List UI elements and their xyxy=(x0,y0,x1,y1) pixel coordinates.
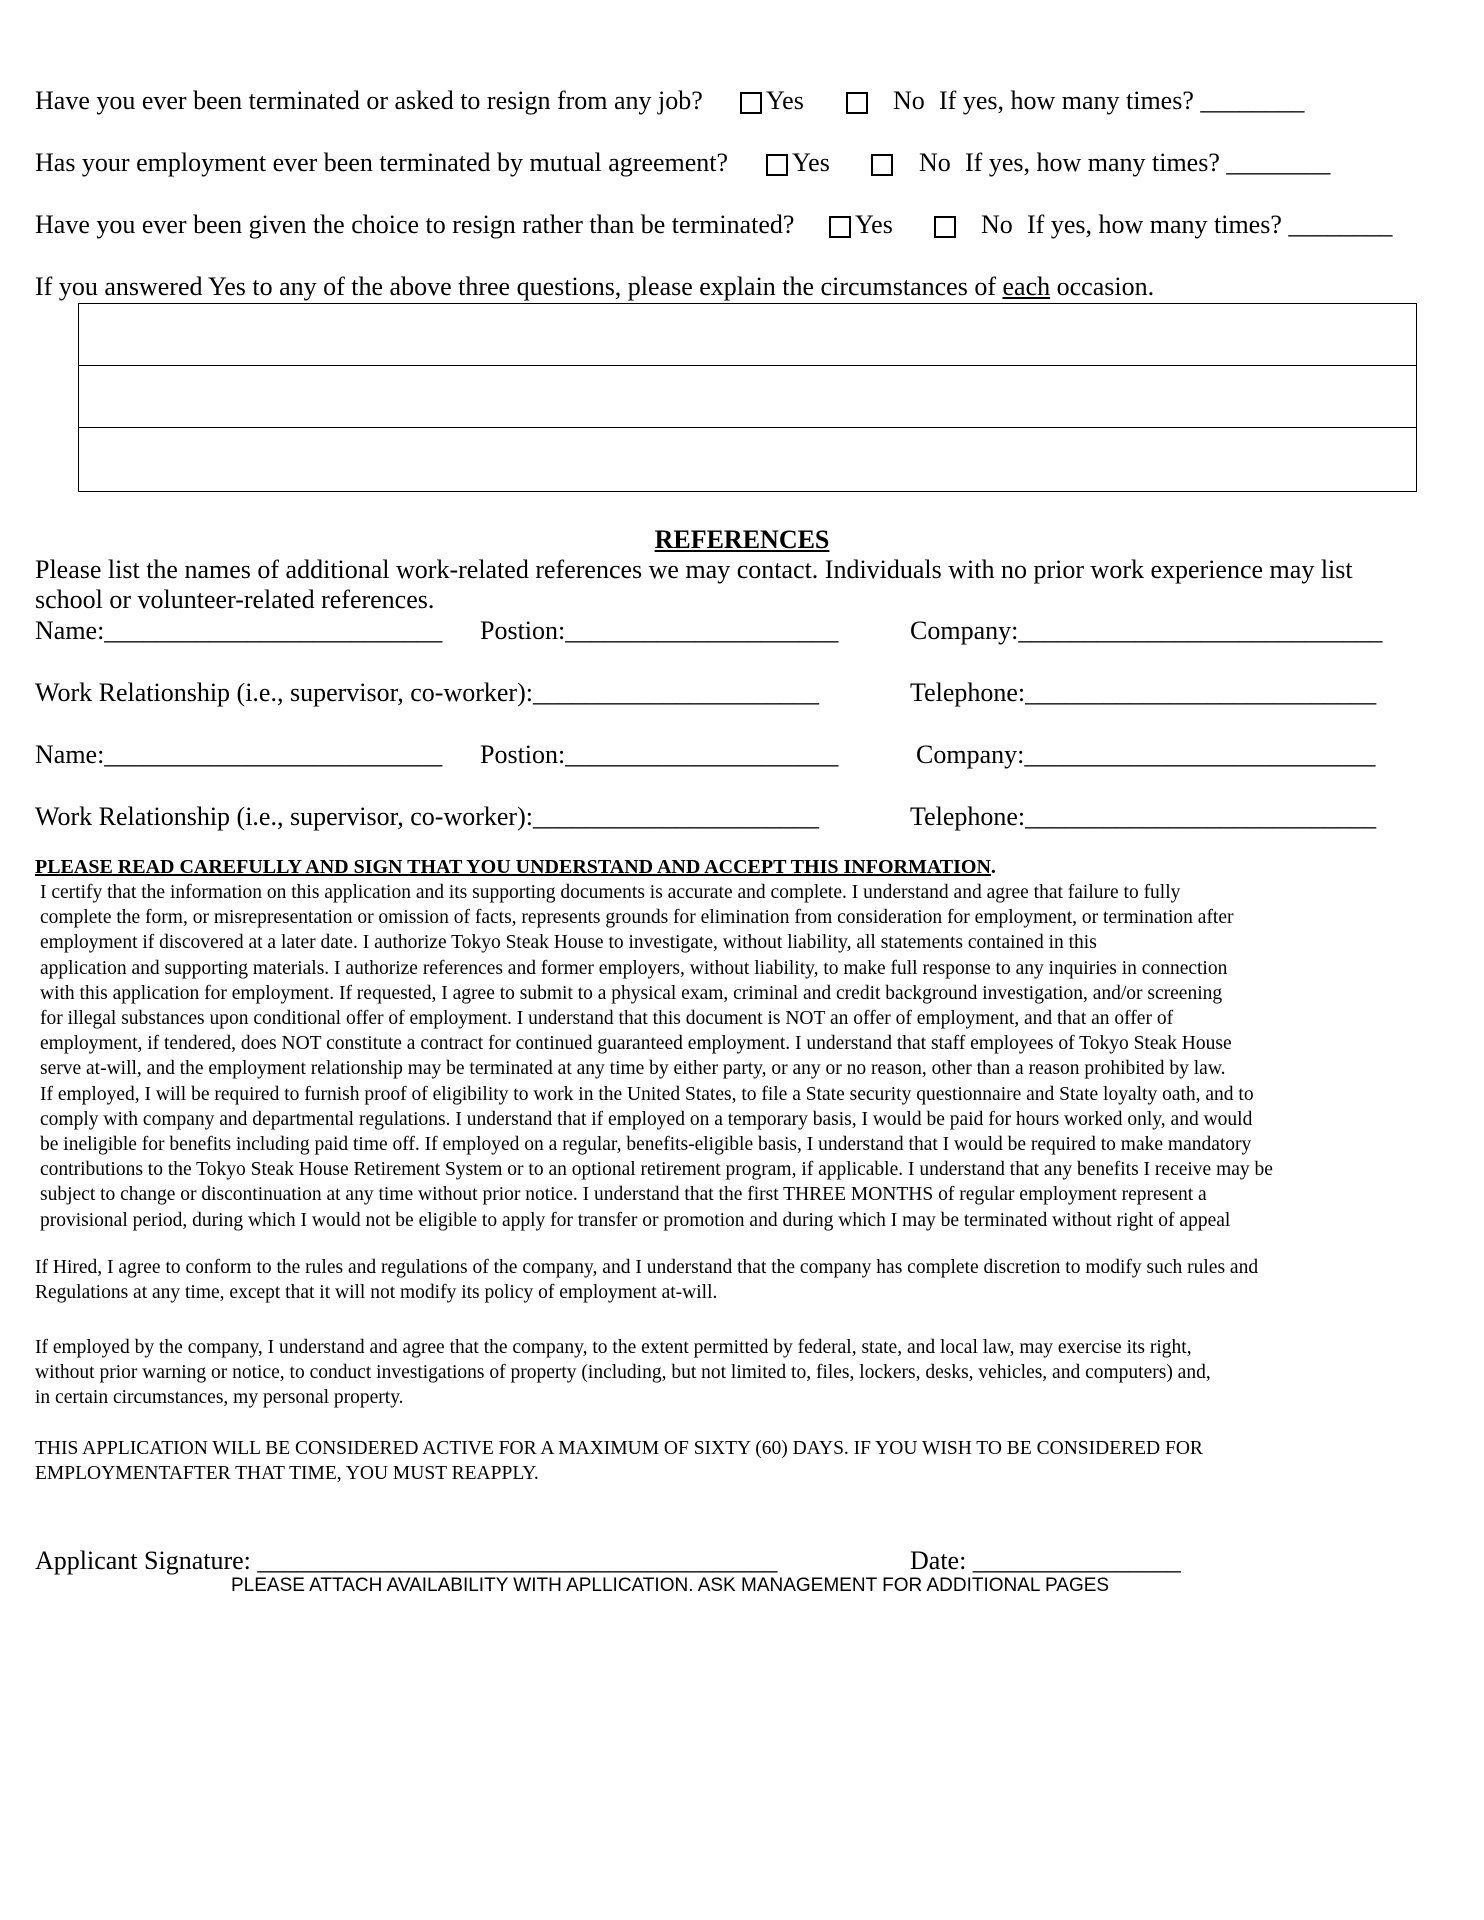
reference1-relationship-field[interactable]: Work Relationship (i.e., supervisor, co-worker):______________________ xyxy=(35,678,819,707)
no-checkbox[interactable] xyxy=(934,216,956,238)
certification-line: I certify that the information on this application and its supporting documents is accurate and complete. I understand and agree that failure to fully xyxy=(40,882,1181,903)
references-intro-line2: school or volunteer-related references. xyxy=(35,585,435,614)
explain-text-end: occasion. xyxy=(1050,272,1155,301)
no-label: No xyxy=(893,86,925,115)
certification-line: with this application for employment. If requested, I agree to submit to a physical exam, criminal and credit background investigation, and/or screening xyxy=(40,982,1223,1004)
agreement-heading xyxy=(35,856,996,879)
investigation-line: in certain circumstances, my personal property. xyxy=(35,1387,404,1409)
no-label: No xyxy=(919,148,951,177)
yes-checkbox[interactable] xyxy=(766,154,788,176)
no-label: No xyxy=(981,210,1013,239)
certification-line: serve at-will, and the employment relationship may be terminated at any time by either party, or any or no reason, other than a reason prohibited by law. xyxy=(40,1058,1226,1080)
investigation-line: without prior warning or notice, to conduct investigations of property (including, but not limited to, files, lockers, desks, vehicles, and computers) and, xyxy=(35,1362,1211,1384)
certification-line: for illegal substances upon conditional offer of employment. I understand that this document is NOT an offer of employment, and that an offer of xyxy=(40,1008,1174,1030)
yes-checkbox[interactable] xyxy=(740,92,762,114)
reference2-company-field[interactable]: Company:___________________________ xyxy=(916,740,1376,769)
certification-line: If employed, I will be required to furnish proof of eligibility to work in the United States, to file a State security questionnaire and State loyalty oath, and to xyxy=(40,1083,1254,1105)
question-mutual xyxy=(35,148,728,178)
agreement-heading-text: PLEASE READ CAREFULLY AND SIGN THAT YOU UNDERSTAND AND ACCEPT THIS INFORMATION xyxy=(35,856,991,878)
explain-text: If you answered Yes to any of the above three questions, please explain the circumstances of xyxy=(35,272,1003,301)
yes-label: Yes xyxy=(855,210,893,239)
active-notice-line: EMPLOYMENTAFTER THAT TIME, YOU MUST REAPPLY. xyxy=(35,1463,539,1485)
reference2-relationship-field[interactable]: Work Relationship (i.e., supervisor, co-worker):______________________ xyxy=(35,802,819,831)
reference2-name-field[interactable]: Name:__________________________ xyxy=(35,740,443,769)
times-field[interactable]: If yes, how many times? ________ xyxy=(939,86,1305,115)
yes-label: Yes xyxy=(766,86,804,115)
explanation-row-2[interactable] xyxy=(79,366,1416,428)
reference1-name-field[interactable]: Name:__________________________ xyxy=(35,616,443,645)
question-resign-choice xyxy=(35,210,794,240)
question-terminated xyxy=(35,86,703,116)
reference2-position-field[interactable]: Postion:_____________________ xyxy=(480,740,839,769)
attach-availability-note: PLEASE ATTACH AVAILABILITY WITH APLLICATION. ASK MANAGEMENT FOR ADDITIONAL PAGES xyxy=(231,1575,1110,1596)
certification-line: be ineligible for benefits including paid time off. If employed on a regular, benefits-eligible basis, I understand that I would be required to make mandatory xyxy=(40,1134,1252,1156)
hired-line: If Hired, I agree to conform to the rules and regulations of the company, and I understand that the company has complete discretion to modify such rules and xyxy=(35,1257,1259,1278)
reference1-company-field[interactable]: Company:____________________________ xyxy=(910,616,1383,645)
certification-line: contributions to the Tokyo Steak House Retirement System or to an optional retirement program, if applicable. I understand that any benefits I receive may be xyxy=(40,1159,1273,1181)
hired-line: Regulations at any time, except that it will not modify its policy of employment at-will. xyxy=(35,1282,718,1304)
certification-line: subject to change or discontinuation at any time without prior notice. I understand that the first THREE MONTHS of regular employment represent a xyxy=(40,1184,1207,1206)
certification-line: comply with company and departmental regulations. I understand that if employed on a temporary basis, I would be paid for hours worked only, and would xyxy=(40,1108,1253,1130)
explanation-row-1[interactable] xyxy=(79,304,1416,366)
no-checkbox[interactable] xyxy=(871,154,893,176)
hired-paragraph xyxy=(35,1255,1258,1305)
explain-prompt xyxy=(35,272,1154,302)
reference2-telephone-field[interactable]: Telephone:___________________________ xyxy=(910,802,1377,831)
explanation-table xyxy=(78,303,1417,492)
agreement-heading-period: . xyxy=(990,856,996,878)
references-intro-line1: Please list the names of additional work-related references we may contact. Individuals with no prior work experience may list xyxy=(35,555,1353,584)
certification-line: employment if discovered at a later date. I authorize Tokyo Steak House to investigate, without liability, all statements contained in this xyxy=(40,932,1097,954)
certification-line: provisional period, during which I would not be eligible to apply for transfer or promotion and during which I may be terminated without right of appeal xyxy=(40,1209,1231,1231)
certification-paragraph xyxy=(40,880,1273,1233)
question-text: Have you ever been given the choice to resign rather than be terminated? xyxy=(35,210,795,239)
certification-line: application and supporting materials. I authorize references and former employers, without liability, to make full response to any inquiries in connection xyxy=(40,957,1228,979)
times-field[interactable]: If yes, how many times? ________ xyxy=(965,148,1331,177)
certification-line: employment, if tendered, does NOT constitute a contract for continued guaranteed employment. I understand that staff employees of Tokyo Steak House xyxy=(40,1033,1232,1055)
applicant-signature-field[interactable]: Applicant Signature: ________________________________________ xyxy=(35,1546,778,1575)
question-text: Have you ever been terminated or asked to resign from any job? xyxy=(35,86,703,115)
explain-each: each xyxy=(1002,272,1051,301)
active-notice xyxy=(35,1436,1203,1486)
active-notice-line: THIS APPLICATION WILL BE CONSIDERED ACTIVE FOR A MAXIMUM OF SIXTY (60) DAYS. IF YOU WISH TO BE CONSIDERED FOR xyxy=(35,1438,1203,1459)
yes-label: Yes xyxy=(792,148,830,177)
date-field[interactable]: Date: ________________ xyxy=(910,1546,1181,1575)
reference1-position-field[interactable]: Postion:_____________________ xyxy=(480,616,839,645)
no-checkbox[interactable] xyxy=(846,92,868,114)
explanation-row-3[interactable] xyxy=(79,428,1416,490)
certification-line: complete the form, or misrepresentation or omission of facts, represents grounds for elimination from consideration for employment, or termination after xyxy=(40,907,1234,929)
reference1-telephone-field[interactable]: Telephone:___________________________ xyxy=(910,678,1377,707)
investigation-paragraph xyxy=(35,1335,1211,1411)
times-field[interactable]: If yes, how many times? ________ xyxy=(1027,210,1393,239)
references-heading: REFERENCES xyxy=(654,525,830,554)
yes-checkbox[interactable] xyxy=(829,216,851,238)
investigation-line: If employed by the company, I understand and agree that the company, to the extent permitted by federal, state, and local law, may exercise its right, xyxy=(35,1337,1192,1358)
question-text: Has your employment ever been terminated by mutual agreement? xyxy=(35,148,729,177)
